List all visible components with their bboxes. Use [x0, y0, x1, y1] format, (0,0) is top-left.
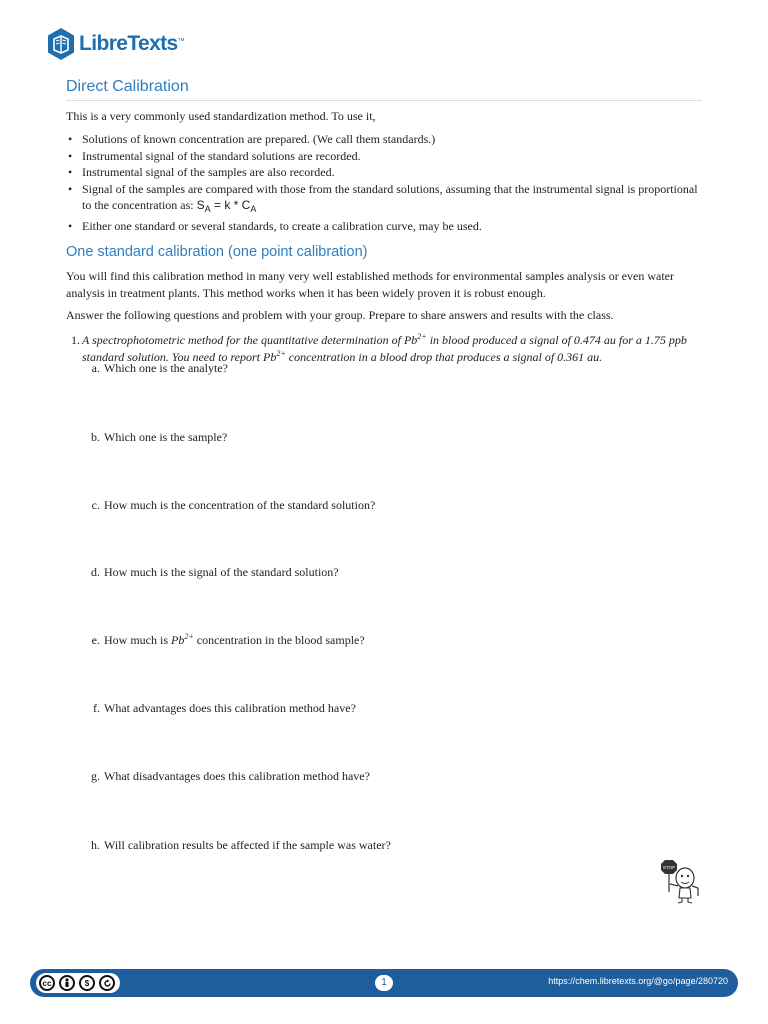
sa-icon [99, 975, 115, 991]
nc-icon: $ [79, 975, 95, 991]
list-item: • Instrumental signal of the standard solutions are recorded. [82, 148, 702, 165]
cc-icon: cc [39, 975, 55, 991]
libretexts-hexagon-icon [46, 27, 76, 61]
list-item [82, 181, 702, 218]
question-b: b. Which one is the sample? [91, 430, 228, 444]
instructions-paragraph: Answer the following questions and problem with your group. Prepare to share answers and results with the class. [66, 308, 614, 322]
question-d: d. How much is the signal of the standard solution? [91, 565, 339, 579]
svg-text:STOP: STOP [662, 865, 676, 870]
list-item: • Solutions of known concentration are prepared. (We call them standards.) [82, 131, 702, 148]
brand-trademark: ™ [177, 37, 185, 45]
bullet-list [66, 131, 702, 234]
subsection-title: One standard calibration (one point calibration) [66, 244, 368, 260]
subsection-paragraph: You will find this calibration method in many very well established methods for environmental samples analysis or even water analysis in treatment plants. This method works when it has been widely proven it is robust enough. [66, 269, 674, 300]
page-content [66, 78, 702, 365]
question-f: f. What advantages does this calibration method have? [93, 701, 356, 715]
proportionality-formula: $S_A = k * C_A$ [196, 198, 257, 214]
question-h: h. Will calibration results be affected if the sample was water? [91, 838, 391, 852]
question-g: g. What disadvantages does this calibration method have? [91, 769, 370, 783]
page-url-link[interactable]: https://chem.libretexts.org/@go/page/280720 [548, 976, 728, 986]
page-title: Direct Calibration [66, 78, 702, 101]
by-icon [59, 975, 75, 991]
problem-statement: A spectrophotometric method for the quantitative determination of $Pb^{2+}$ in blood produced a signal of 0.474 au for a 1.75 ppb standard solution. You need to report $Pb^{2+}$ concentration in a blood drop that produces a signal of 0.361 au. [82, 332, 687, 364]
question-e: e. How much is $Pb^{2+}$ concentration in the blood sample? [91, 632, 365, 647]
footer-bar [30, 969, 738, 997]
question-a: a. Which one is the analyte? [91, 361, 228, 375]
list-item: • Either one standard or several standards, to create a calibration curve, may be used. [82, 218, 702, 235]
problem-number: 1. [71, 333, 80, 347]
list-item-text: Signal of the samples are compared with those from the standard solutions, assuming that the instrumental signal is proportional to the concentration as: [82, 181, 698, 212]
question-c: c. How much is the concentration of the standard solution? [91, 498, 376, 512]
libretexts-logo[interactable] [46, 26, 185, 62]
cc-license-badge[interactable] [36, 973, 120, 993]
brand-name: LibreTexts [79, 32, 178, 55]
stop-sign-cartoon-icon [658, 858, 704, 904]
list-item: • Instrumental signal of the samples are also recorded. [82, 164, 702, 181]
intro-text: This is a very commonly used standardization method. To use it, [66, 109, 376, 123]
page-number: 1 [375, 975, 393, 991]
